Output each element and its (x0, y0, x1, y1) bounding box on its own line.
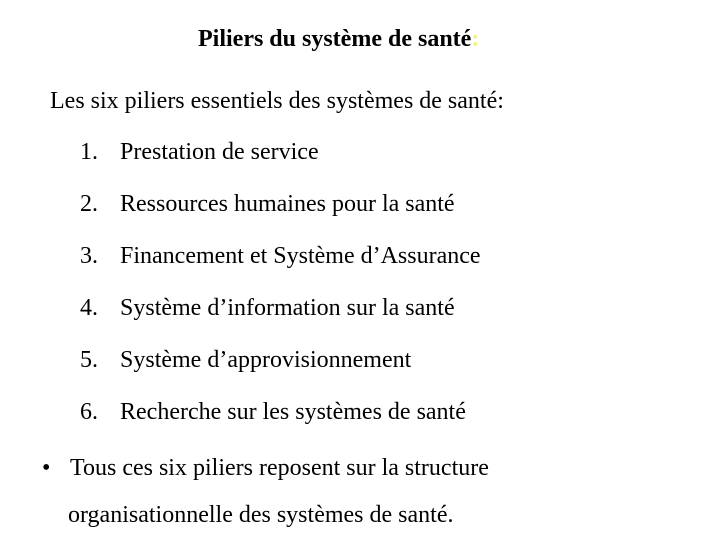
list-item (80, 399, 481, 451)
bullet-line (42, 455, 489, 482)
list-item-text: Prestation de service (120, 139, 319, 165)
list-item-number: 4. (80, 295, 98, 321)
list-item (80, 295, 481, 347)
list-item (80, 347, 481, 399)
pillars-list (80, 139, 481, 451)
list-item-number: 3. (80, 243, 98, 269)
list-item-number: 5. (80, 347, 98, 373)
intro-text: Les six piliers essentiels des systèmes de santé: (50, 88, 504, 114)
bullet-paragraph (42, 455, 489, 529)
list-item (80, 243, 481, 295)
slide-title-text: Piliers du système de santé (198, 26, 472, 52)
list-item-text: Système d’information sur la santé (120, 295, 455, 321)
bullet-text-line1: Tous ces six piliers reposent sur la structure (70, 455, 489, 481)
list-item (80, 139, 481, 191)
slide-title (198, 26, 479, 53)
slide-title-colon: : (471, 26, 480, 52)
list-item-number: 6. (80, 399, 98, 425)
list-item-text: Recherche sur les systèmes de santé (120, 399, 466, 425)
list-item-text: Système d’approvisionnement (120, 347, 412, 373)
bullet-text-line2: organisationnelle des systèmes de santé. (68, 502, 454, 528)
list-item-number: 1. (80, 139, 98, 165)
list-item-text: Financement et Système d’Assurance (120, 243, 481, 269)
list-item (80, 191, 481, 243)
list-item-text: Ressources humaines pour la santé (120, 191, 455, 217)
list-item-number: 2. (80, 191, 98, 217)
bullet-icon: • (42, 455, 51, 481)
